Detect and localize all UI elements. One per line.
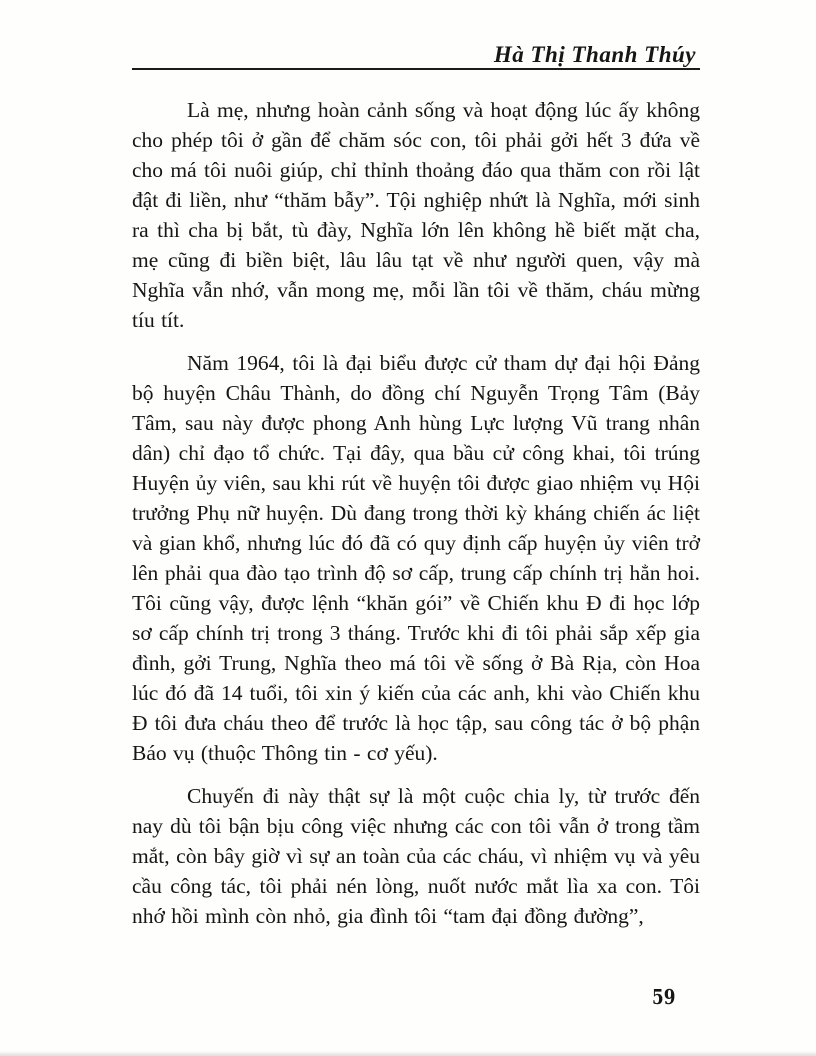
body-paragraph: Là mẹ, nhưng hoàn cảnh sống và hoạt động lúc ấy không cho phép tôi ở gần để chăm sóc con, tôi phải gởi hết 3 đứa về cho má tôi nuôi giúp, chỉ thỉnh thoảng đáo qua thăm con rồi lật đật đi liền, như “thăm bẫy”. Tội nghiệp nhứt là Nghĩa, mới sinh ra thì cha bị bắt, tù đày, Nghĩa lớn lên không hề biết mặt cha, mẹ cũng đi biền biệt, lâu lâu tạt về như người quen, vậy mà Nghĩa vẫn nhớ, vẫn mong mẹ, mỗi lần tôi về thăm, cháu mừng tíu tít.	[132, 98, 700, 332]
author-name: Hà Thị Thanh Thúy	[493, 42, 696, 67]
page-number: 59	[652, 985, 676, 1009]
running-header	[132, 44, 700, 70]
text-block	[132, 44, 700, 931]
scan-edge-shadow	[0, 1051, 816, 1056]
body-paragraph: Chuyến đi này thật sự là một cuộc chia ly, từ trước đến nay dù tôi bận bịu công việc nhưng các con tôi vẫn ở trong tầm mắt, còn bây giờ vì sự an toàn của các cháu, vì nhiệm vụ và yêu cầu công tác, tôi phải nén lòng, nuốt nước mắt lìa xa con. Tôi nhớ hồi mình còn nhỏ, gia đình tôi “tam đại đồng đường”,	[132, 784, 700, 928]
body-text	[132, 95, 700, 931]
body-paragraph: Năm 1964, tôi là đại biểu được cử tham dự đại hội Đảng bộ huyện Châu Thành, do đồng chí Nguyễn Trọng Tâm (Bảy Tâm, sau này được phong Anh hùng Lực lượng Vũ trang nhân dân) chỉ đạo tổ chức. Tại đây, qua bầu cử công khai, tôi trúng Huyện ủy viên, sau khi rút về huyện tôi được giao nhiệm vụ Hội trưởng Phụ nữ huyện. Dù đang trong thời kỳ kháng chiến ác liệt và gian khổ, nhưng lúc đó đã có quy định cấp huyện ủy viên trở lên phải qua đào tạo trình độ sơ cấp, trung cấp chính trị hẳn hoi. Tôi cũng vậy, được lệnh “khăn gói” về Chiến khu Đ đi học lớp sơ cấp chính trị trong 3 tháng. Trước khi đi tôi phải sắp xếp gia đình, gởi Trung, Nghĩa theo má tôi về sống ở Bà Rịa, còn Hoa lúc đó đã 14 tuổi, tôi xin ý kiến của các anh, khi vào Chiến khu Đ tôi đưa cháu theo để trước là học tập, sau công tác ở bộ phận Báo vụ (thuộc Thông tin - cơ yếu).	[132, 351, 700, 765]
